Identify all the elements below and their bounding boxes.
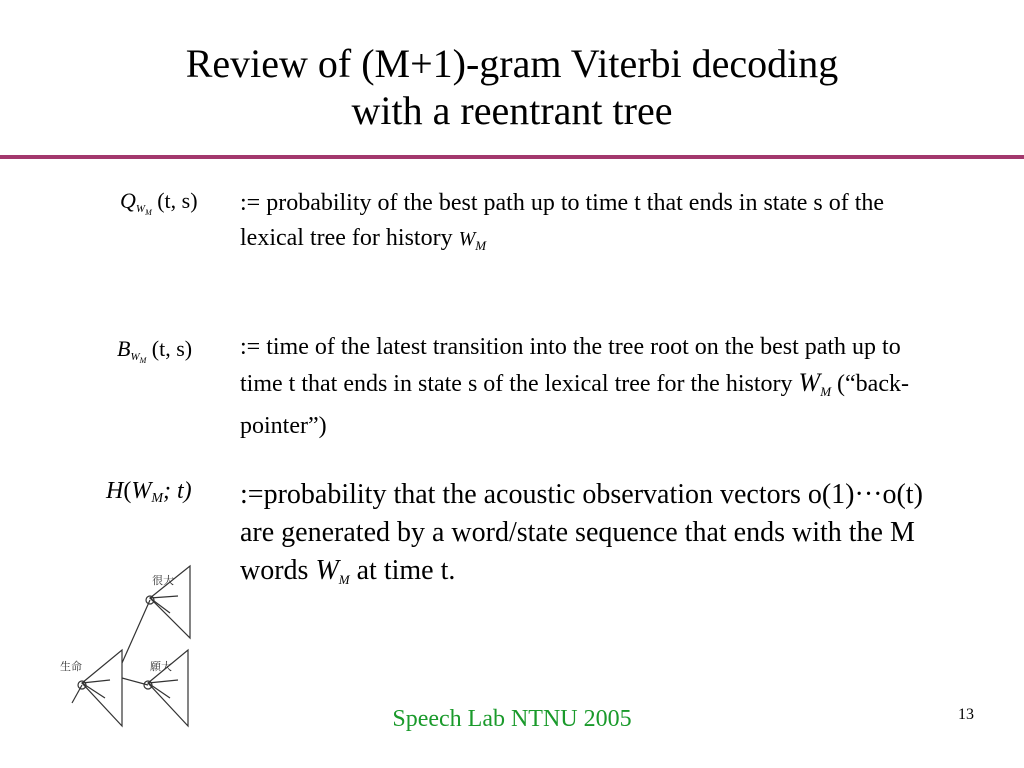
- page-number: 13: [958, 706, 974, 723]
- title-line-2: with a reentrant tree: [351, 88, 673, 133]
- diagram-label: 很大: [152, 575, 174, 587]
- diagram-label: 生命: [60, 661, 82, 673]
- diagram-label: 願大: [150, 661, 172, 673]
- h-symbol: $H(W_M$; t): [106, 478, 192, 506]
- b-symbol: $B_{W_M}$ (t, s): [117, 336, 193, 365]
- q-definition: := probability of the best path up to time t that ends in state s of the lexical tree for history $W_M$: [240, 190, 885, 253]
- b-definition: := time of the latest transition into the tree root on the best path up to time t that ends in state s of the lexical tree for the history $W_M$ (“back-pointer”): [240, 334, 909, 439]
- history-var: $W_M$: [798, 368, 832, 399]
- q-symbol: $Q_{W_M}$ (t, s): [120, 188, 198, 217]
- reentrant-tree-diagram: [60, 558, 210, 730]
- title-divider: [0, 155, 1024, 159]
- history-var: $W_M$: [458, 228, 487, 253]
- slide-title: [0, 40, 1024, 134]
- title-line-1: Review of (M+1)-gram Viterbi decoding: [185, 41, 839, 86]
- words-var: $W_M$: [315, 555, 350, 587]
- slide-footer: Speech Lab NTNU 2005: [392, 706, 632, 732]
- h-definition: :=probability that the acoustic observation vectors o(1)···o(t) are generated by a word/state sequence that ends with the M words $W_M$ at time t.: [240, 479, 923, 587]
